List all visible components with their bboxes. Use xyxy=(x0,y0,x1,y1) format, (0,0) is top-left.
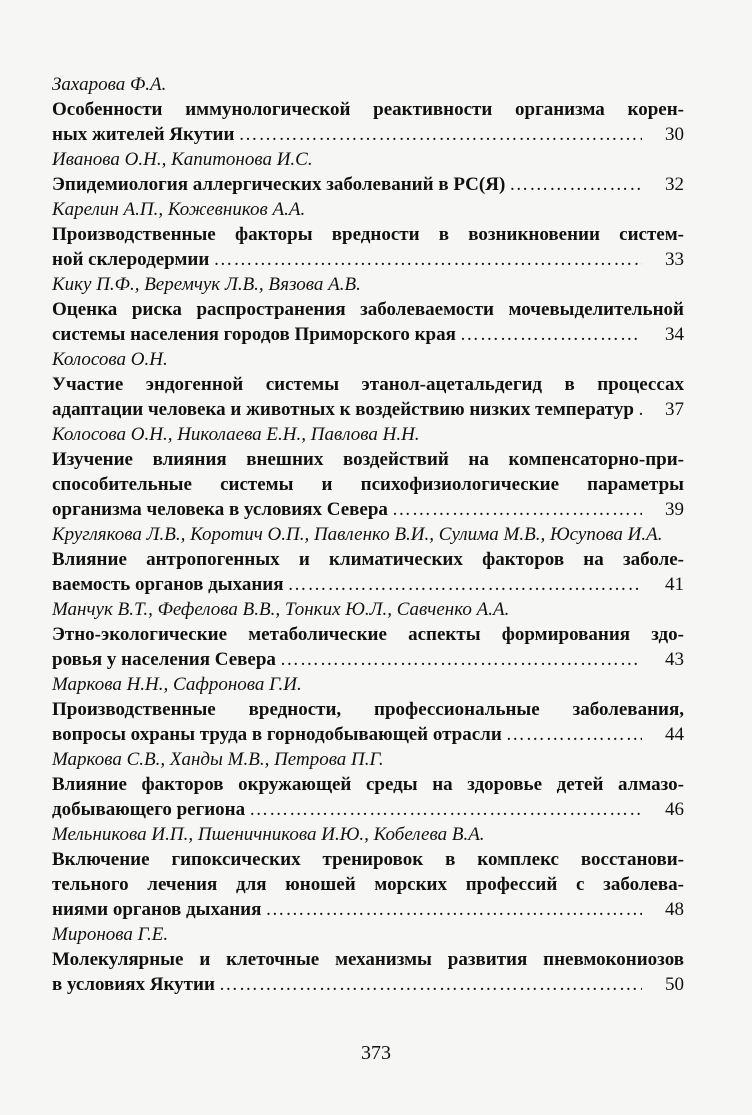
entry-title xyxy=(52,622,684,672)
entry-page-number: 46 xyxy=(665,799,684,820)
entry-title-line: Производственные вредности, профессиональные заболевания, xyxy=(52,699,684,720)
entry-page-number: 43 xyxy=(665,649,684,670)
entry-title-last-line xyxy=(52,322,684,347)
entry-title-line: Этно-экологические метаболические аспекты формирования здо- xyxy=(52,624,684,645)
entry-title xyxy=(52,222,684,272)
entry-title-line: ных жителей Якутии xyxy=(52,124,235,145)
entry-title-last-line xyxy=(52,122,684,147)
dot-leader xyxy=(288,572,643,597)
entry-page-number: 39 xyxy=(665,499,684,520)
entry-authors: Захарова Ф.А. xyxy=(52,74,167,95)
entry-title xyxy=(52,172,684,197)
entry-title-line: Особенности иммунологической реактивности организма корен- xyxy=(52,99,684,120)
dot-leader xyxy=(238,122,642,147)
entry-authors: Манчук В.Т., Фефелова В.В., Тонких Ю.Л., Савченко А.А. xyxy=(52,599,510,620)
entry-title-line: вопросы охраны труда в горнодобывающей отрасли xyxy=(52,724,502,745)
entry-title-last-line xyxy=(52,897,684,922)
toc-entry xyxy=(52,147,684,197)
entry-title xyxy=(52,547,684,597)
entry-page-number: 44 xyxy=(665,724,684,745)
dot-leader xyxy=(219,972,642,997)
entry-title-line: Влияние антропогенных и климатических факторов на заболе- xyxy=(52,549,684,570)
entry-title-last-line xyxy=(52,722,684,747)
entry-title-line: Производственные факторы вредности в возникновении систем- xyxy=(52,224,684,245)
entry-authors: Кику П.Ф., Веремчук Л.В., Вязова А.В. xyxy=(52,274,361,295)
entry-title-line: ровья у населения Севера xyxy=(52,649,276,670)
entry-authors: Маркова Н.Н., Сафронова Г.И. xyxy=(52,674,302,695)
dot-leader xyxy=(638,397,642,422)
dot-leader xyxy=(280,647,642,672)
toc-entry xyxy=(52,922,684,997)
entry-title-line: адаптации человека и животных к воздействию низких температур xyxy=(52,399,634,420)
dot-leader xyxy=(509,172,642,197)
entry-title xyxy=(52,947,684,997)
entry-title-line: Оценка риска распространения заболеваемости мочевыделительной xyxy=(52,299,684,320)
entry-page-number: 30 xyxy=(665,124,684,145)
entry-authors: Мельникова И.П., Пшеничникова И.Ю., Кобелева В.А. xyxy=(52,824,485,845)
entry-authors: Иванова О.Н., Капитонова И.С. xyxy=(52,149,313,170)
entry-title-line: ваемость органов дыхания xyxy=(52,574,284,595)
toc-entry xyxy=(52,522,684,597)
entry-title xyxy=(52,772,684,822)
entry-title-last-line xyxy=(52,797,684,822)
entry-title-line: организма человека в условиях Севера xyxy=(52,499,388,520)
toc-entry xyxy=(52,422,684,522)
dot-leader xyxy=(460,322,642,347)
entry-page-number: 48 xyxy=(665,899,684,920)
toc-entry xyxy=(52,72,684,147)
entry-title xyxy=(52,847,684,922)
entry-title-line: Изучение влияния внешних воздействий на компенсаторно-при- xyxy=(52,449,684,470)
entry-title-last-line xyxy=(52,397,684,422)
entry-title xyxy=(52,447,684,522)
entry-title-line: Эпидемиология аллергических заболеваний в РС(Я) xyxy=(52,174,506,195)
toc-entry xyxy=(52,272,684,347)
entry-title-line: Молекулярные и клеточные механизмы развития пневмокониозов xyxy=(52,949,684,970)
dot-leader xyxy=(213,247,642,272)
entry-title-line: добывающего региона xyxy=(52,799,246,820)
entry-title-line: Влияние факторов окружающей среды на здоровье детей алмазо- xyxy=(52,774,684,795)
entry-page-number: 34 xyxy=(665,324,684,345)
entry-title-last-line xyxy=(52,647,684,672)
toc-entry xyxy=(52,197,684,272)
dot-leader xyxy=(265,897,642,922)
entry-title-line: в условиях Якутии xyxy=(52,974,215,995)
entry-page-number: 32 xyxy=(665,174,684,195)
dot-leader xyxy=(392,497,642,522)
toc-entry xyxy=(52,347,684,422)
entry-title-line: Включение гипоксических тренировок в комплекс восстанови- xyxy=(52,849,684,870)
entry-authors: Колосова О.Н., Николаева Е.Н., Павлова Н.Н. xyxy=(52,424,420,445)
dot-leader xyxy=(249,797,642,822)
toc-entry xyxy=(52,597,684,672)
toc-entry xyxy=(52,672,684,747)
table-of-contents xyxy=(52,72,684,997)
toc-entry xyxy=(52,822,684,922)
entry-title-line: тельного лечения для юношей морских профессий с заболева- xyxy=(52,874,684,895)
entry-title-line: способительные системы и психофизиологические параметры xyxy=(52,474,684,495)
entry-title-line: ниями органов дыхания xyxy=(52,899,262,920)
entry-page-number: 37 xyxy=(665,399,684,420)
entry-title-line: ной склеродермии xyxy=(52,249,210,270)
dot-leader xyxy=(506,722,642,747)
entry-page-number: 41 xyxy=(665,574,684,595)
entry-title-line: системы населения городов Приморского края xyxy=(52,324,456,345)
entry-authors: Круглякова Л.В., Коротич О.П., Павленко В.И., Сулима М.В., Юсупова И.А. xyxy=(52,524,663,545)
entry-title xyxy=(52,697,684,747)
entry-page-number: 33 xyxy=(665,249,684,270)
entry-page-number: 50 xyxy=(665,974,684,995)
entry-title-line: Участие эндогенной системы этанол-ацетальдегид в процессах xyxy=(52,374,684,395)
entry-title-last-line xyxy=(52,497,684,522)
entry-title xyxy=(52,97,684,147)
entry-title xyxy=(52,297,684,347)
entry-title-last-line xyxy=(52,172,684,197)
page-number: 373 xyxy=(361,1042,391,1064)
entry-authors: Маркова С.В., Ханды М.В., Петрова П.Г. xyxy=(52,749,384,770)
entry-title-last-line xyxy=(52,247,684,272)
entry-title-last-line xyxy=(52,972,684,997)
entry-title xyxy=(52,372,684,422)
entry-authors: Карелин А.П., Кожевников А.А. xyxy=(52,199,306,220)
entry-title-last-line xyxy=(52,572,684,597)
entry-authors: Миронова Г.Е. xyxy=(52,924,169,945)
entry-authors: Колосова О.Н. xyxy=(52,349,168,370)
toc-entry xyxy=(52,747,684,822)
